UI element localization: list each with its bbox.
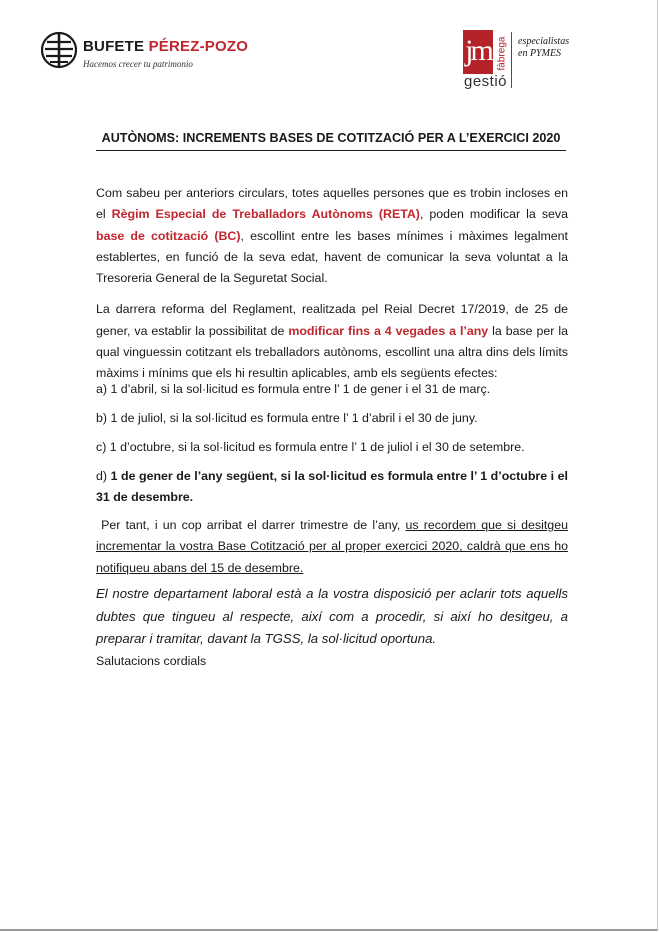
logo-divider — [511, 32, 512, 88]
paragraph-reminder: Per tant, i un cop arribat el darrer trimestre de l’any, us recordem que si desitgeu incrementar la vostra Base Cotització per al proper exercici 2020, caldrà que ens ho notifiqueu abans del 15 de desembre. — [96, 518, 568, 575]
fabrega-label: fàbrega — [496, 36, 508, 71]
gestio-wordmark: gestió — [464, 73, 508, 90]
list-item-d: d) 1 de gener de l’any següent, si la sol·licitud es formula entre l’ 1 d’octubre i el 31 de desembre. — [96, 469, 568, 505]
jm-fabrega-logo — [458, 28, 618, 94]
bufete-logo — [41, 30, 261, 80]
specialists-tagline: especialistas en PYMES — [518, 36, 570, 59]
fabrega-label-wrap — [495, 32, 507, 78]
jm-monogram: jm — [465, 34, 491, 67]
bufete-brand-name: BUFETE PÉREZ-POZO — [83, 38, 249, 55]
modify-highlight: modificar fins a 4 vegades a l’any — [288, 323, 489, 338]
paragraph-reform: La darrera reforma del Reglament, realitzada pel Reial Decret 17/2019, de 25 de gener, va establir la possibilitat de modificar fins a 4 vegades a l’any la base per la qual vinguessin cotitzant els treballadors autònoms, escollint una altra dins dels límits màxims i mínims que els hi resultin aplicables, amb els següents efectes: — [96, 302, 568, 381]
closing-salutation: Salutacions cordials — [96, 654, 207, 668]
bc-highlight: base de cotització (BC) — [96, 228, 241, 243]
list-item-c: c) 1 d’octubre, si la sol·licitud es formula entre l’ 1 de juliol i el 30 de setembre. — [96, 440, 525, 454]
bufete-emblem-icon — [41, 30, 77, 70]
reminder-underlined: us recordem que si desitgeu incrementar la vostra Base Cotització per al proper exercici 2020, caldrà que ens ho notifiqueu abans del 15 de desembre. — [96, 518, 568, 575]
bufete-tagline: Hacemos crecer tu patrimonio — [83, 59, 193, 69]
document-title: AUTÒNOMS: INCREMENTS BASES DE COTITZACIÓ PER A L’EXERCICI 2020 — [96, 131, 566, 151]
list-item-b: b) 1 de juliol, si la sol·licitud es formula entre l’ 1 d’abril i el 30 de juny. — [96, 411, 478, 425]
document-body — [96, 183, 568, 385]
paragraph-intro: Com sabeu per anteriors circulars, totes aquelles persones que es trobin incloses en el Règim Especial de Treballadors Autònoms (RETA), poden modificar la seva base de cotització (BC), escollint entre les bases mínimes i màximes legalment establertes, en funció de la seva edat, havent de comunicar la seva voluntat a la Tresoreria General de la Seguretat Social. — [96, 186, 568, 286]
paragraph-department: El nostre departament laboral està a la vostra disposició per aclarir tots aquells dubtes que tingueu al respecte, així com a procedir, si així ho desitgeu, a preparar i tramitar, davant la TGSS, la sol·licitud oportuna. — [96, 586, 568, 646]
reta-highlight: Règim Especial de Treballadors Autònoms (RETA) — [111, 207, 420, 222]
list-item-a: a) 1 d’abril, si la sol·licitud es formula entre l’ 1 de gener i el 31 de març. — [96, 382, 491, 396]
